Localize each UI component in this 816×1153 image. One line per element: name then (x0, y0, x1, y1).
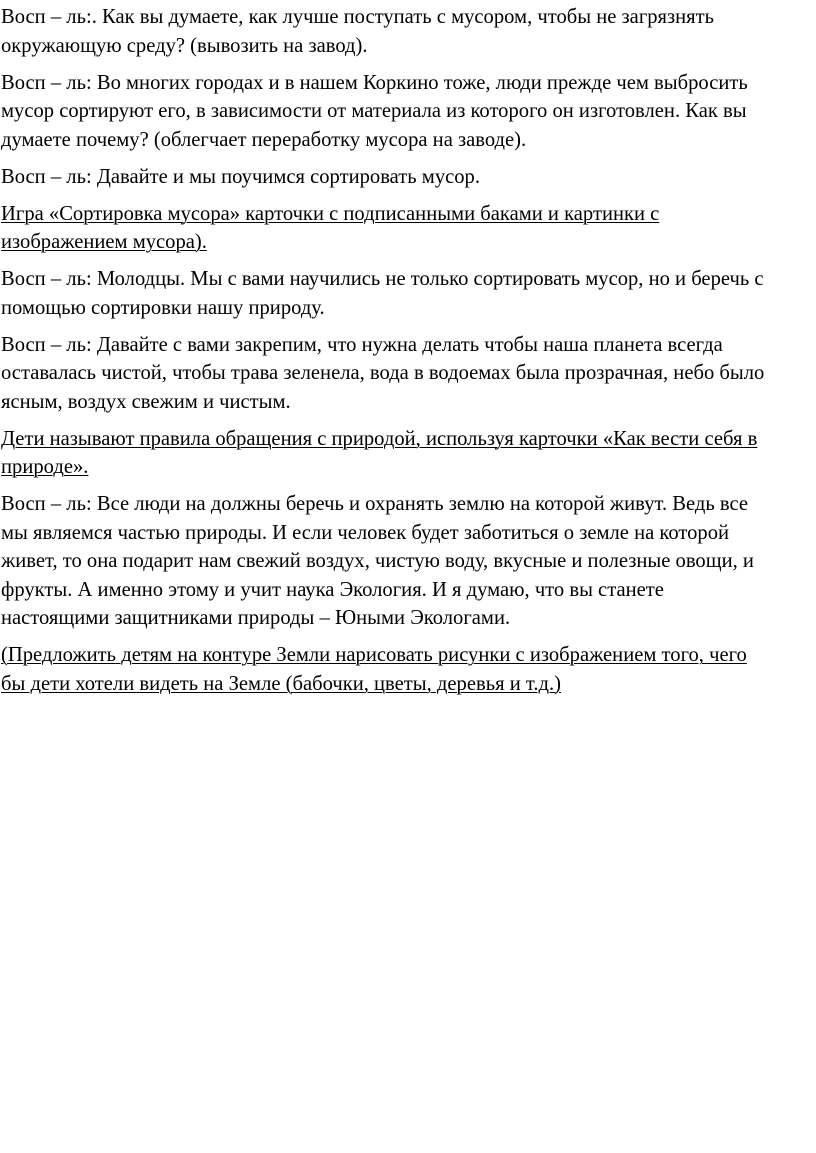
paragraph-protect-earth: Восп – ль: Все люди на должны беречь и охранять землю на которой живут. Ведь все мы являемся частью природы. И если человек будет заботиться о земле на которой живет, то она подарит нам свежий воздух, чистую воду, вкусные и полезные овощи, и фрукты. А именно этому и учит наука Экология. И я думаю, что вы станете настоящими защитниками природы – Юными Экологами. (1, 493, 754, 629)
paragraph-lets-learn: Восп – ль: Давайте и мы поучимся сортировать мусор. (1, 165, 481, 188)
paragraph-sorting-cities: Восп – ль: Во многих городах и в нашем Коркино тоже, люди прежде чем выбросить мусор сортируют его, в зависимости от материала из которого он изготовлен. Как вы думаете почему? (облегчает переработку мусора на заводе). (1, 71, 748, 151)
paragraph-children-rules: Дети называют правила обращения с природой, используя карточки «Как вести себя в природе». (1, 427, 758, 478)
paragraph-question-waste: Восп – ль:. Как вы думаете, как лучше поступать с мусором, чтобы не загрязнять окружающую среду? (вывозить на завод). (1, 6, 715, 57)
paragraph-draw-earth: (Предложить детям на контуре Земли нарисовать рисунки с изображением того, чего бы дети хотели видеть на Земле (бабочки, цветы, деревья и т.д.) (1, 644, 747, 695)
paragraph-game-sorting: Игра «Сортировка мусора» карточки с подписанными баками и картинки с изображением мусора). (1, 202, 660, 253)
paragraph-well-done: Восп – ль: Молодцы. Мы с вами научились не только сортировать мусор, но и беречь с помощью сортировки нашу природу. (1, 268, 764, 319)
paragraph-clean-planet: Восп – ль: Давайте с вами закрепим, что нужна делать чтобы наша планета всегда оставалась чистой, чтобы трава зеленела, вода в водоемах была прозрачная, небо было ясным, воздух свежим и чистым. (1, 333, 765, 413)
